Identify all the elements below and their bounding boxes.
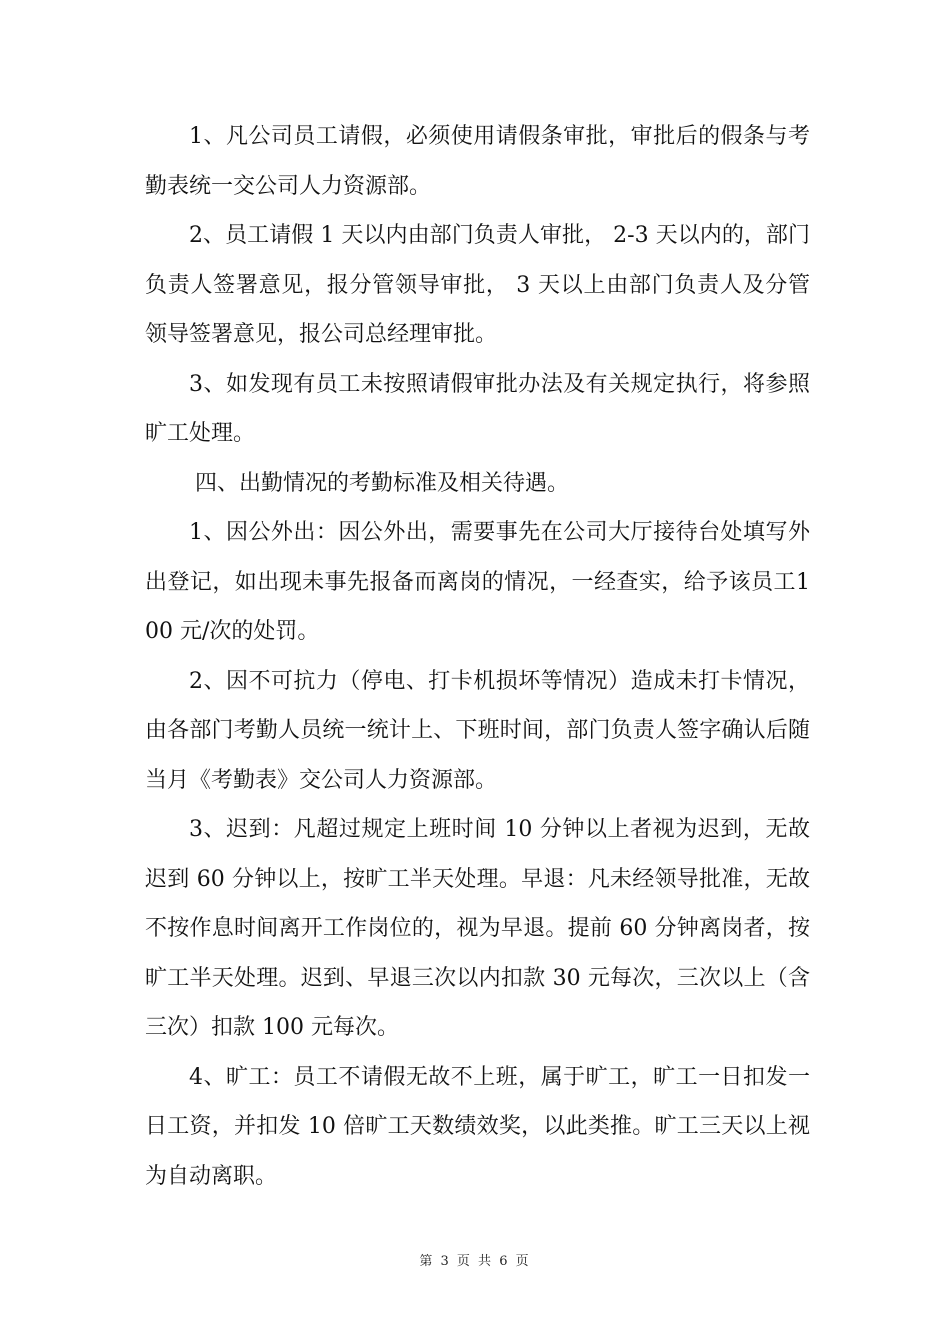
paragraph-force-majeure: 2、因不可抗力（停电、打卡机损坏等情况）造成未打卡情况，由各部门考勤人员统一统计上、下班时间，部门负责人签字确认后随当月《考勤表》交公司人力资源部。 (145, 668, 810, 793)
paragraph-leave-approval-levels: 2、员工请假 1 天以内由部门负责人审批， 2-3 天以内的，部门负责人签署意见，报分管领导审批， 3 天以上由部门负责人及分管领导签署意见，报公司总经理审批。 (145, 223, 810, 347)
page-number-footer: 第 3 页 共 6 页 (419, 1254, 531, 1269)
paragraph-leave-approval-form: 1、凡公司员工请假，必须使用请假条审批，审批后的假条与考勤表统一交公司人力资源部。 (145, 124, 810, 199)
paragraph-business-outing: 1、因公外出：因公外出，需要事先在公司大厅接待台处填写外出登记，如出现未事先报备而离岗的情况，一经查实，给予该员工100 元/次的处罚。 (145, 520, 810, 644)
document-body (145, 112, 810, 1201)
paragraph-violation-treatment: 3、如发现有员工未按照请假审批办法及有关规定执行，将参照旷工处理。 (145, 371, 810, 446)
section-heading-attendance-standards: 四、出勤情况的考勤标准及相关待遇。 (195, 470, 570, 496)
paragraph-late-early-leave: 3、迟到：凡超过规定上班时间 10 分钟以上者视为迟到，无故迟到 60 分钟以上，按旷工半天处理。早退：凡未经领导批准，无故不按作息时间离开工作岗位的，视为早退。提前 60 分钟离岗者，按旷工半天处理。迟到、早退三次以内扣款 30 元每次，三次以上（含三次）扣款 100 元每次。 (145, 817, 810, 1040)
paragraph-absenteeism: 4、旷工：员工不请假无故不上班，属于旷工，旷工一日扣发一日工资，并扣发 10 倍旷工天数绩效奖，以此类推。旷工三天以上视为自动离职。 (145, 1064, 810, 1189)
